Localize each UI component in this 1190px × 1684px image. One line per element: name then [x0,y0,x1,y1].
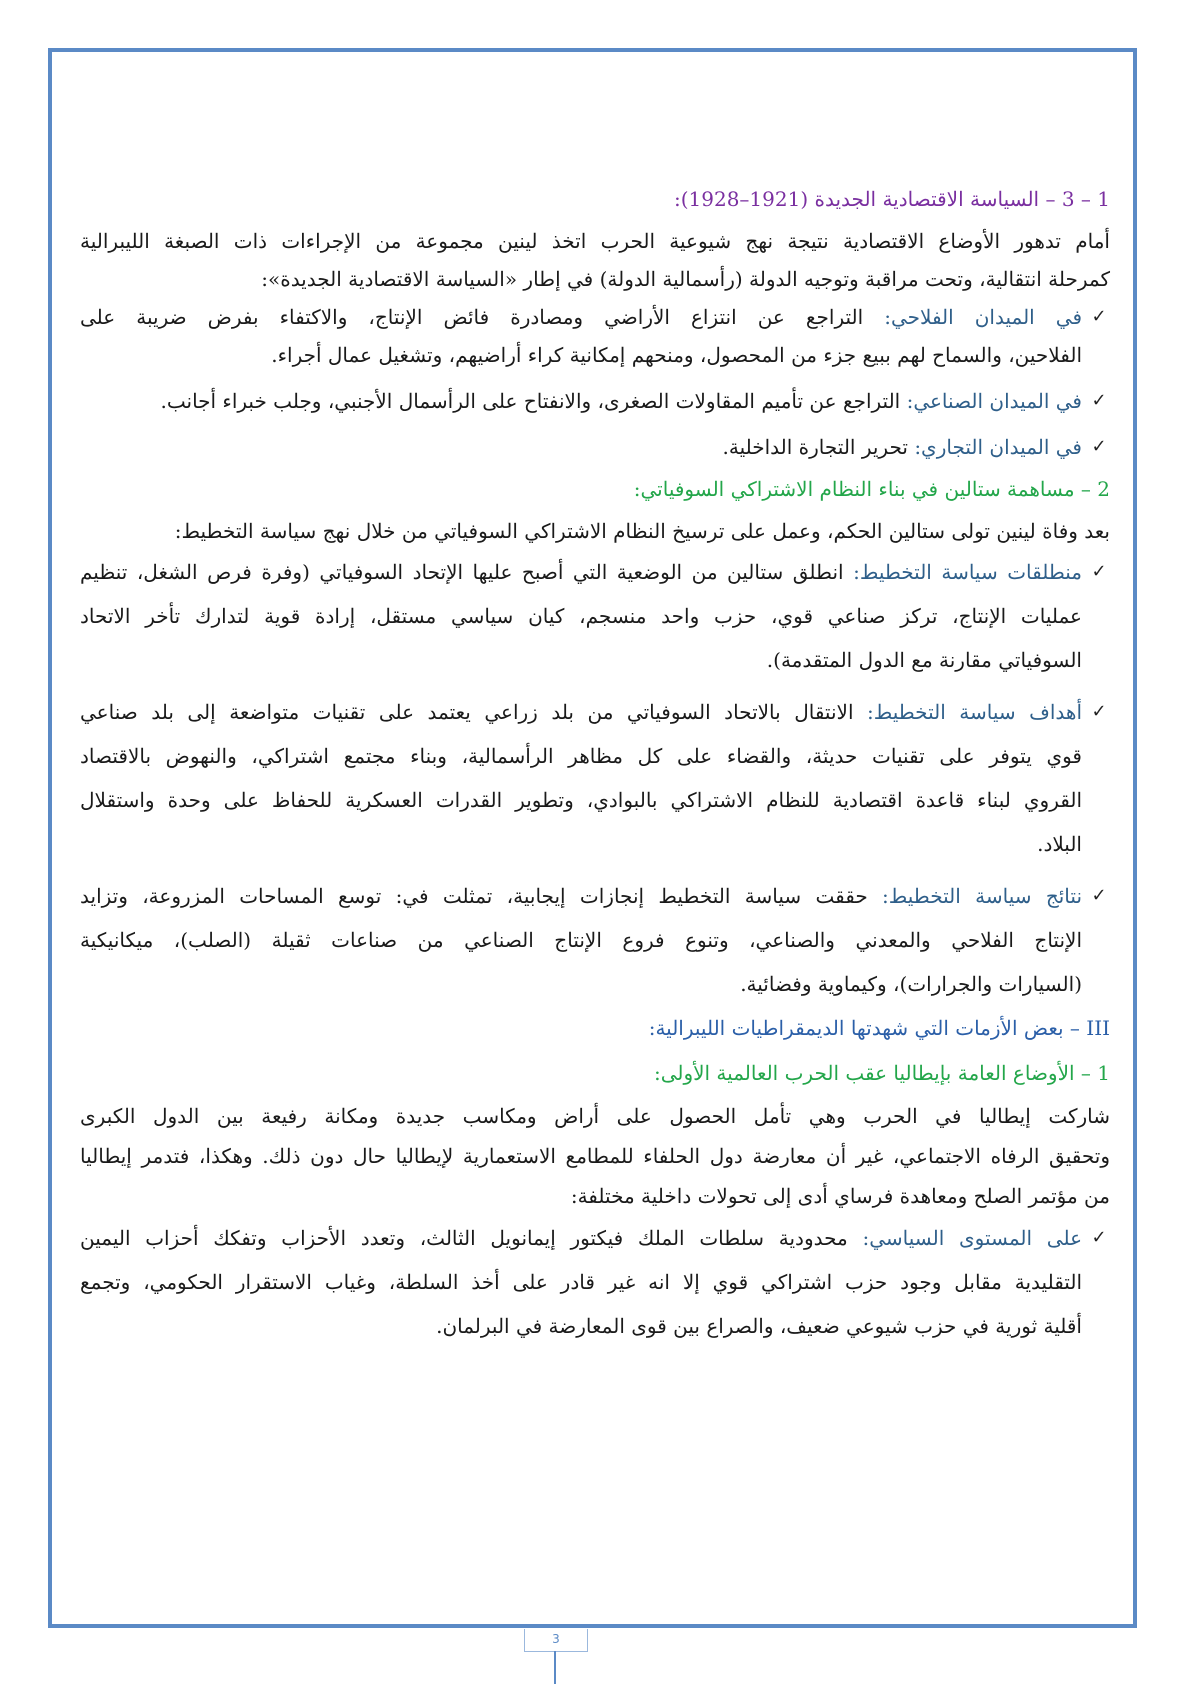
list-item-trade [80,428,1110,466]
section-heading-III-1: 1 – الأوضاع العامة بإيطاليا عقب الحرب العالمية الأولى: [653,1061,1110,1085]
list-item-planning-results [80,874,1110,1006]
document-body [80,176,1110,1348]
text-line: شاركت إيطاليا في الحرب وهي تأمل الحصول على أراض ومكاسب جديدة ومكانة رفيعة بين الدول الكبرى [80,1104,1110,1128]
item-label: أهداف سياسة التخطيط: [867,700,1082,724]
item-text: الانتقال بالاتحاد السوفياتي من بلد زراعي يعتمد على تقنيات متواضعة إلى بلد صناعي [80,700,854,724]
list-item-planning-goals [80,690,1110,866]
checkmark-icon: ✓ [1091,561,1107,582]
item-text: الإنتاج الفلاحي والمعدني والصناعي، وتنوع فروع الإنتاج الصناعي من صناعات ثقيلة (الصلب)، ميكانيكية [80,928,1082,952]
item-label: في الميدان الفلاحي: [884,305,1082,329]
item-label: على المستوى السياسي: [862,1226,1082,1250]
page-number: 3 [524,1629,588,1652]
text-line: كمرحلة انتقالية، وتحت مراقبة وتوجيه الدولة (رأسمالية الدولة) في إطار «السياسة الاقتصادية الجديدة»: [261,267,1110,291]
item-text: (السيارات والجرارات)، وكيماوية وفضائية. [740,972,1082,996]
text-line: أمام تدهور الأوضاع الاقتصادية نتيجة نهج شيوعية الحرب اتخذ لينين مجموعة من الإجراءات ذات الصبغة الليبرالية [80,229,1110,253]
checkmark-icon: ✓ [1091,306,1107,327]
item-text: محدودية سلطات الملك فيكتور إيمانويل الثالث، وتعدد الأحزاب وتفكك أحزاب اليمين [80,1226,848,1250]
list-item-agriculture [80,298,1110,374]
item-label: منطلقات سياسة التخطيط: [853,560,1082,584]
section-heading-2: 2 – مساهمة ستالين في بناء النظام الاشتراكي السوفياتي: [633,477,1110,501]
item-text: تحرير التجارة الداخلية. [722,435,908,459]
item-label: نتائج سياسة التخطيط: [882,884,1082,908]
item-text: عمليات الإنتاج، تركز صناعي قوي، حزب واحد منسجم، كيان سياسي مستقل، إرادة قوية لتدارك تأخر الاتحاد [80,604,1082,628]
section-heading-1-3: 1 – 3 – السياسة الاقتصادية الجديدة (1921–1928): [673,187,1110,211]
text-line: بعد وفاة لينين تولى ستالين الحكم، وعمل على ترسيخ النظام الاشتراكي السوفياتي من خلال نهج سياسة التخطيط: [174,519,1110,543]
item-text: الفلاحين، والسماح لهم ببيع جزء من المحصول، ومنحهم إمكانية كراء أراضيهم، وتشغيل عمال أجراء. [271,343,1082,367]
page-number-stem [554,1651,556,1684]
list-item-political-level [80,1216,1110,1348]
item-text: حققت سياسة التخطيط إنجازات إيجابية، تمثلت في: توسع المساحات المزروعة، وتزايد [80,884,868,908]
paragraph-italy [80,1096,1110,1216]
checkmark-icon: ✓ [1091,701,1107,722]
text-line: وتحقيق الرفاه الاجتماعي، غير أن معارضة دول الحلفاء للمطامع الاستعمارية لإيطاليا حال دون ذلك. وهكذا، فتدمر إيطاليا [80,1144,1110,1168]
item-text: انطلق ستالين من الوضعية التي أصبح عليها الإتحاد السوفياتي (وفرة فرص الشغل، تنظيم [80,560,844,584]
item-text: أقلية ثورية في حزب شيوعي ضعيف، والصراع بين قوى المعارضة في البرلمان. [436,1314,1082,1338]
item-text: التراجع عن انتزاع الأراضي ومصادرة فائض الإنتاج، والاكتفاء بفرض ضريبة على [80,305,864,329]
text-line: من مؤتمر الصلح ومعاهدة فرساي أدى إلى تحولات داخلية مختلفة: [570,1184,1110,1208]
item-label: في الميدان التجاري: [914,435,1082,459]
item-text: السوفياتي مقارنة مع الدول المتقدمة). [766,648,1082,672]
paragraph-stalin-intro [80,512,1110,550]
item-text: القروي لبناء قاعدة اقتصادية للنظام الاشتراكي بالبوادي، وتطوير القدرات العسكرية للحفاظ على وحدة واستقلال [80,788,1082,812]
paragraph-nep-intro [80,222,1110,298]
section-heading-III: III – بعض الأزمات التي شهدتها الديمقراطيات الليبرالية: [648,1016,1110,1040]
checkmark-icon: ✓ [1091,1227,1107,1248]
item-label: في الميدان الصناعي: [906,389,1082,413]
list-item-planning-basis [80,550,1110,682]
item-text: التقليدية مقابل وجود حزب اشتراكي قوي إلا انه غير قادر على أخذ السلطة، وغياب الاستقرار الحكومي، وتجمع [80,1270,1082,1294]
item-text: قوي يتوفر على تقنيات حديثة، والقضاء على كل مظاهر الرأسمالية، وبناء مجتمع اشتراكي، والنهوض بالاقتصاد [80,744,1082,768]
item-text: التراجع عن تأميم المقاولات الصغرى، والانفتاح على الرأسمال الأجنبي، وجلب خبراء أجانب. [160,389,901,413]
checkmark-icon: ✓ [1091,390,1107,411]
item-text: البلاد. [1037,832,1082,856]
checkmark-icon: ✓ [1091,436,1107,457]
checkmark-icon: ✓ [1091,885,1107,906]
list-item-industry [80,382,1110,420]
